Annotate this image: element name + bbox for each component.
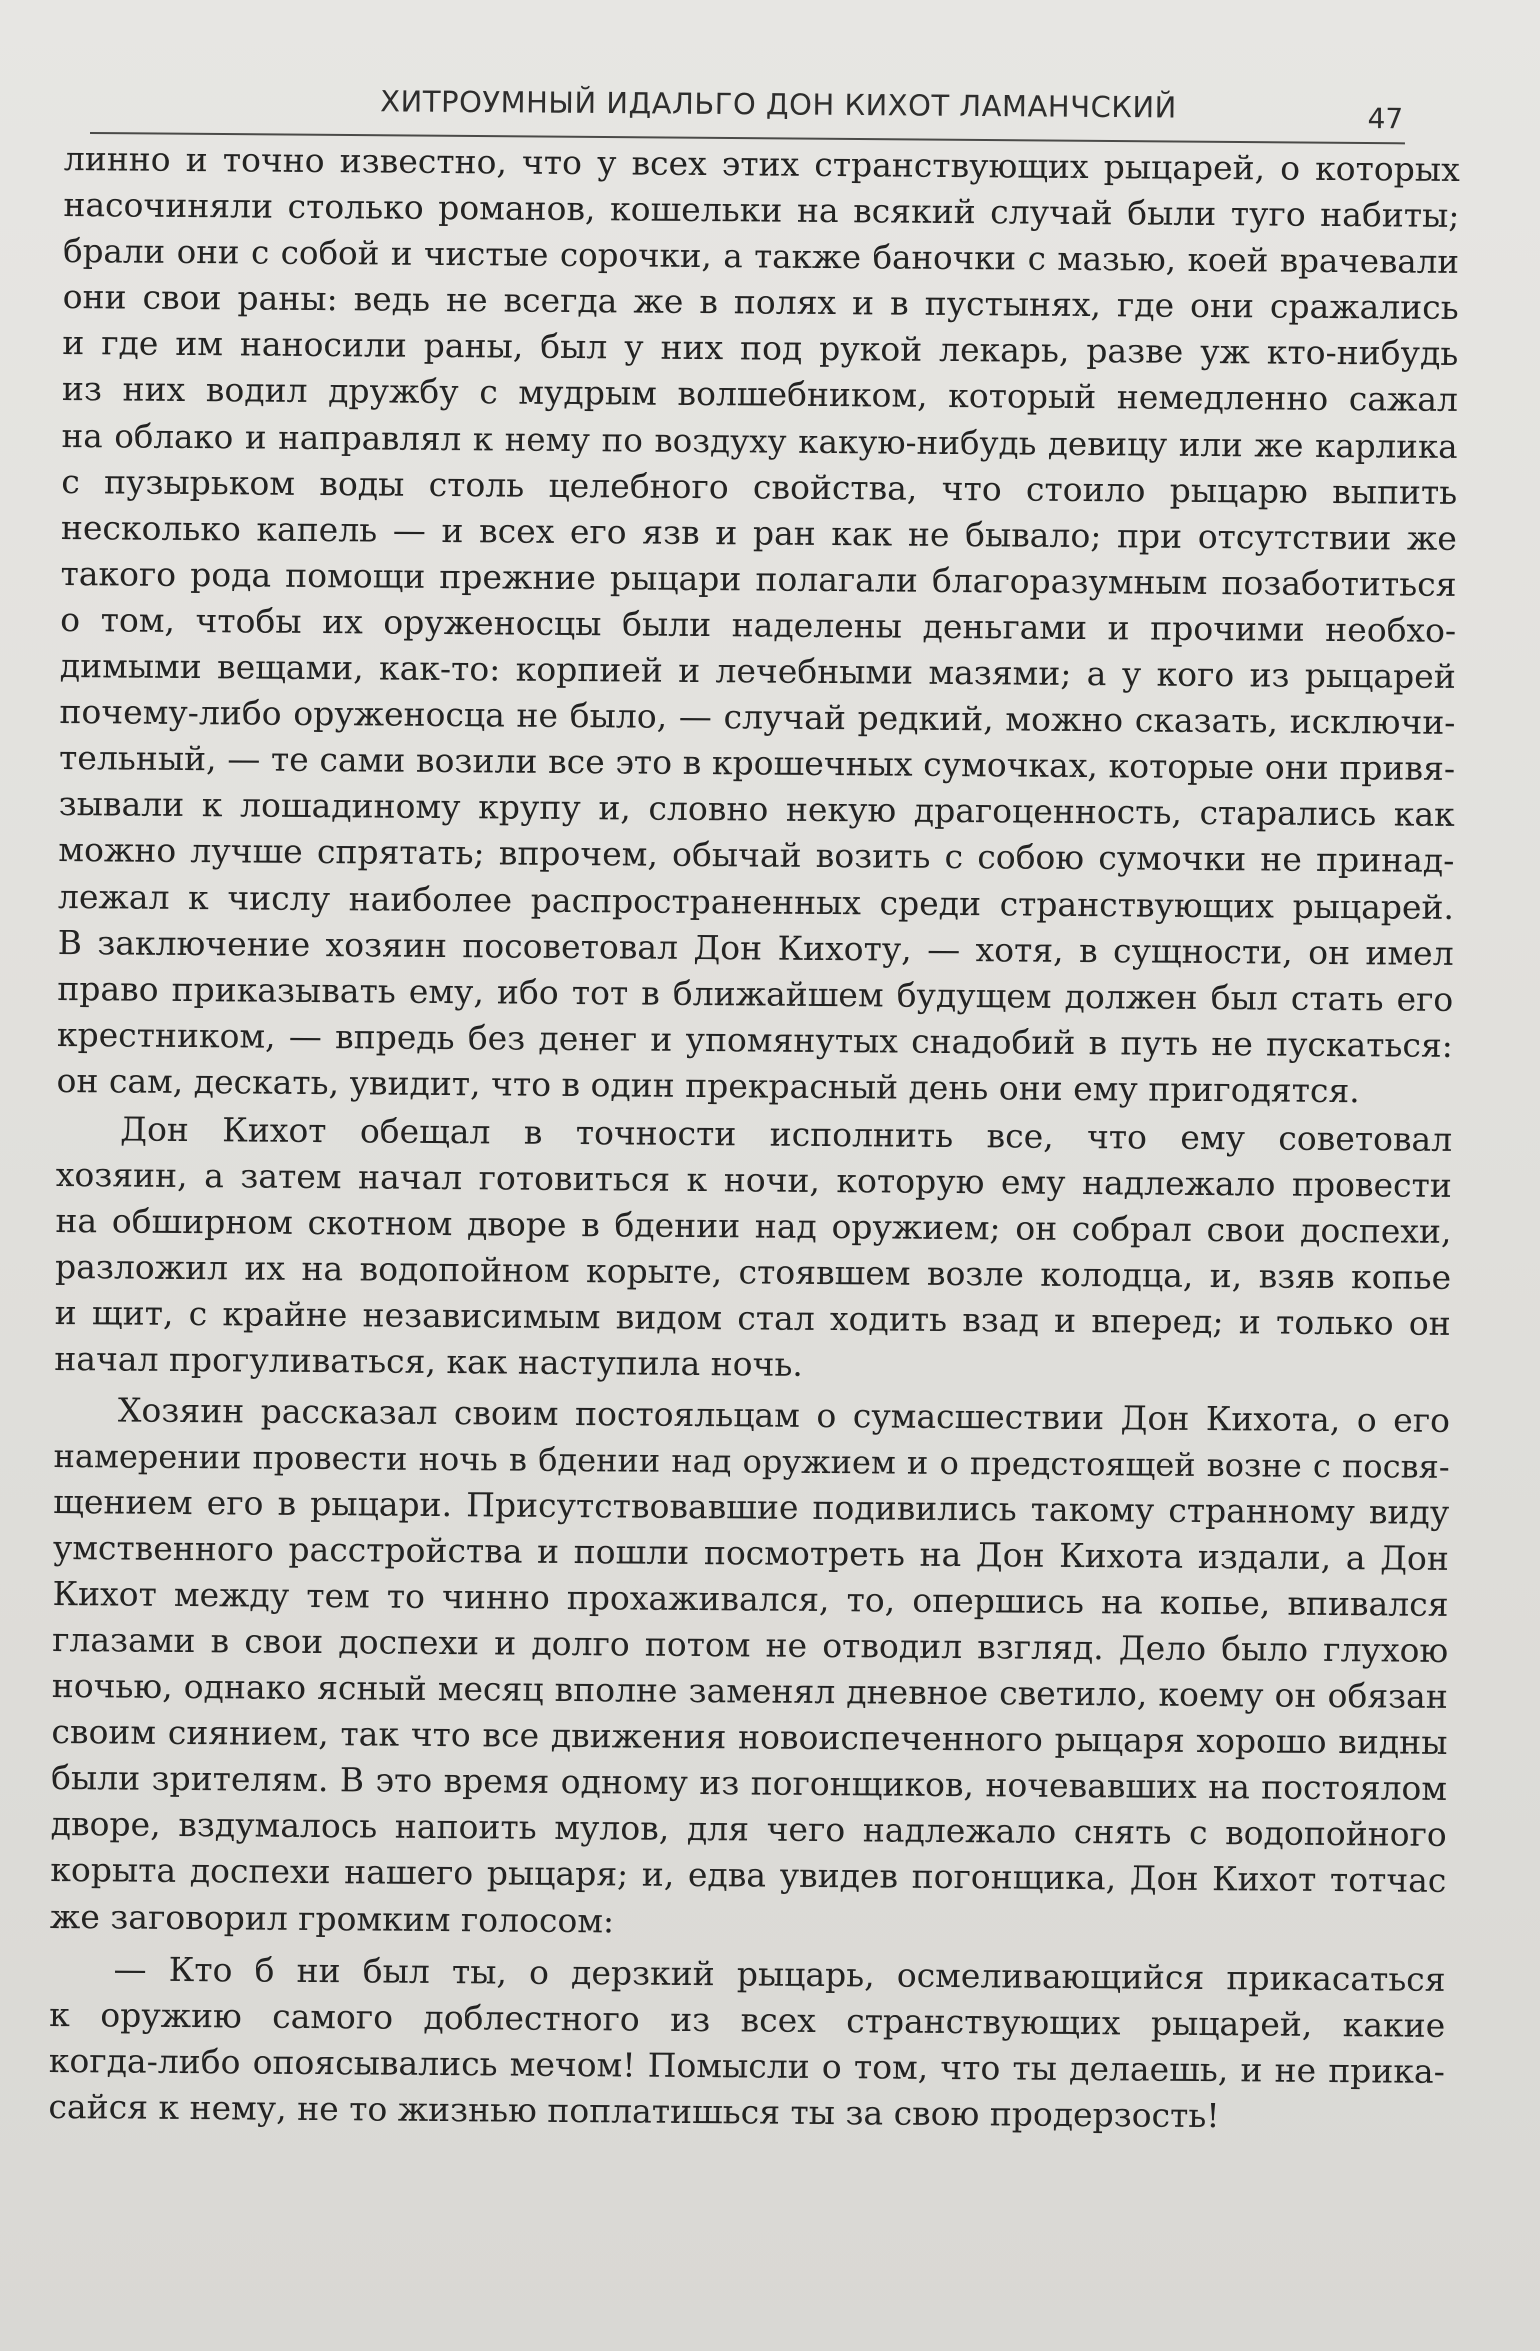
text-line: же заговорил громким голосом: [49, 1896, 615, 1940]
text-line: право приказывать ему, ибо тот в ближайшем будущем должен был стать его [57, 968, 1454, 1019]
text-line: корыта доспехи нашего рыцаря; и, едва увидев погонщика, Дон Кихот тотчас [50, 1850, 1447, 1901]
text-line: Дон Кихот обещал в точности исполнить все, что ему советовал [120, 1109, 1453, 1159]
text-line: ночью, однако ясный месяц вполне заменял дневное светило, коему он обязан [51, 1666, 1448, 1717]
text-line: были зрителям. В это время одному из погонщиков, ночевавших на постоялом [50, 1758, 1448, 1809]
text-line: Хозяин рассказал своим постояльцам о сумасшествии Дон Кихота, о его [117, 1389, 1451, 1440]
running-header [90, 40, 1406, 144]
text-line: разложил их на водопойном корыте, стоявшем возле колодца, и, взяв копье [54, 1247, 1452, 1298]
text-line: насочиняли столько романов, кошельки на всякий случай были туго набиты; [63, 185, 1460, 236]
text-line: лежал к числу наиболее распространенных среди странствующих рыцарей. [57, 876, 1455, 927]
text-line: димыми вещами, как-то: корпией и лечебными мазями; а у кого из рыцарей [59, 646, 1456, 696]
text-line: тельный, — те сами возили все это в крошечных сумочках, которые они привя- [58, 738, 1456, 789]
text-line: из них водил дружбу с мудрым волшебником, который немедленно сажал [61, 369, 1459, 420]
text-line: они свои раны: ведь не всегда же в полях и в пустынях, где они сражались [62, 277, 1459, 328]
page-number: 47 [1367, 102, 1404, 136]
text-line: и где им наносили раны, был у них под рукой лекарь, разве уж кто-нибудь [62, 323, 1459, 374]
text-line: на облако и направлял к нему по воздуху какую-нибудь девицу или же карлика [61, 416, 1458, 466]
body-text [48, 136, 1460, 2141]
text-line: линно и точно известно, что у всех этих странствующих рыцарей, о которых [63, 138, 1460, 189]
running-title: ХИТРОУМНЫЙ ИДАЛЬГО ДОН КИХОТ ЛАМАНЧСКИЙ [380, 84, 1177, 125]
text-line: крестником, — впредь без денег и упомянутых снадобий в путь не пускаться: [56, 1014, 1454, 1065]
text-line: о том, чтобы их оруженосцы были наделены деньгами и прочими необхо- [60, 599, 1457, 650]
text-line: намерении провести ночь в бдении над оружием и о предстоящей возне с посвя- [53, 1436, 1450, 1486]
text-line: — Кто б ни был ты, о дерзкий рыцарь, осмеливающийся прикасаться [113, 1949, 1446, 1999]
text-line: брали они с собой и чистые сорочки, а также баночки с мазью, коей врачевали [62, 232, 1460, 282]
text-line: В заключение хозяин посоветовал Дон Кихоту, — хотя, в сущности, он имел [57, 922, 1454, 973]
text-line: начал прогуливаться, как наступила ночь. [54, 1339, 804, 1385]
text-line: щением его в рыцари. Присутствовавшие подивились такому странному виду [53, 1481, 1450, 1532]
text-line: и щит, с крайне независимым видом стал ходить взад и вперед; и только он [54, 1293, 1451, 1344]
text-line: несколько капель — и всех его язв и ран как не бывало; при отсутствии же [60, 507, 1458, 558]
text-line: умственного расстройства и пошли посмотреть на Дон Кихота издали, а Дон [52, 1527, 1450, 1578]
text-line: он сам, дескать, увидит, что в один прекрасный день они ему пригодятся. [56, 1060, 1360, 1111]
text-line: хозяин, а затем начал готовиться к ночи, которую ему надлежало провести [55, 1155, 1452, 1205]
text-line: глазами в свои доспехи и долго потом не отводил взгляд. Дело было глухою [52, 1619, 1449, 1670]
text-line: к оружию самого доблестного из всех странствующих рыцарей, какие [49, 1994, 1446, 2045]
text-line: зывали к лошадиному крупу и, словно некую драгоценность, старались как [58, 784, 1455, 835]
text-line: на обширном скотном дворе в бдении над оружием; он собрал свои доспехи, [55, 1201, 1452, 1252]
text-line: почему-либо оруженосца не было, — случай редкий, можно сказать, исключи- [59, 692, 1456, 743]
text-line: сайся к нему, не то жизнью поплатишься ты за свою продерзость! [48, 2086, 1220, 2136]
text-line: Кихот между тем то чинно прохаживался, то, опершись на копье, впивался [52, 1573, 1449, 1624]
text-line: с пузырьком воды столь целебного свойства, что стоило рыцарю выпить [61, 461, 1458, 512]
text-line: дворе, вздумалось напоить мулов, для чего надлежало снять с водопойного [50, 1804, 1447, 1855]
text-line: можно лучше спрятать; впрочем, обычай возить с собою сумочки не принад- [58, 830, 1455, 881]
text-line: своим сиянием, так что все движения новоиспеченного рыцаря хорошо видны [51, 1712, 1448, 1763]
text-line: когда-либо опоясывались мечом! Помысли о том, что ты делаешь, и не прика- [48, 2040, 1445, 2091]
text-line: такого рода помощи прежние рыцари полагали благоразумным позаботиться [60, 553, 1457, 604]
